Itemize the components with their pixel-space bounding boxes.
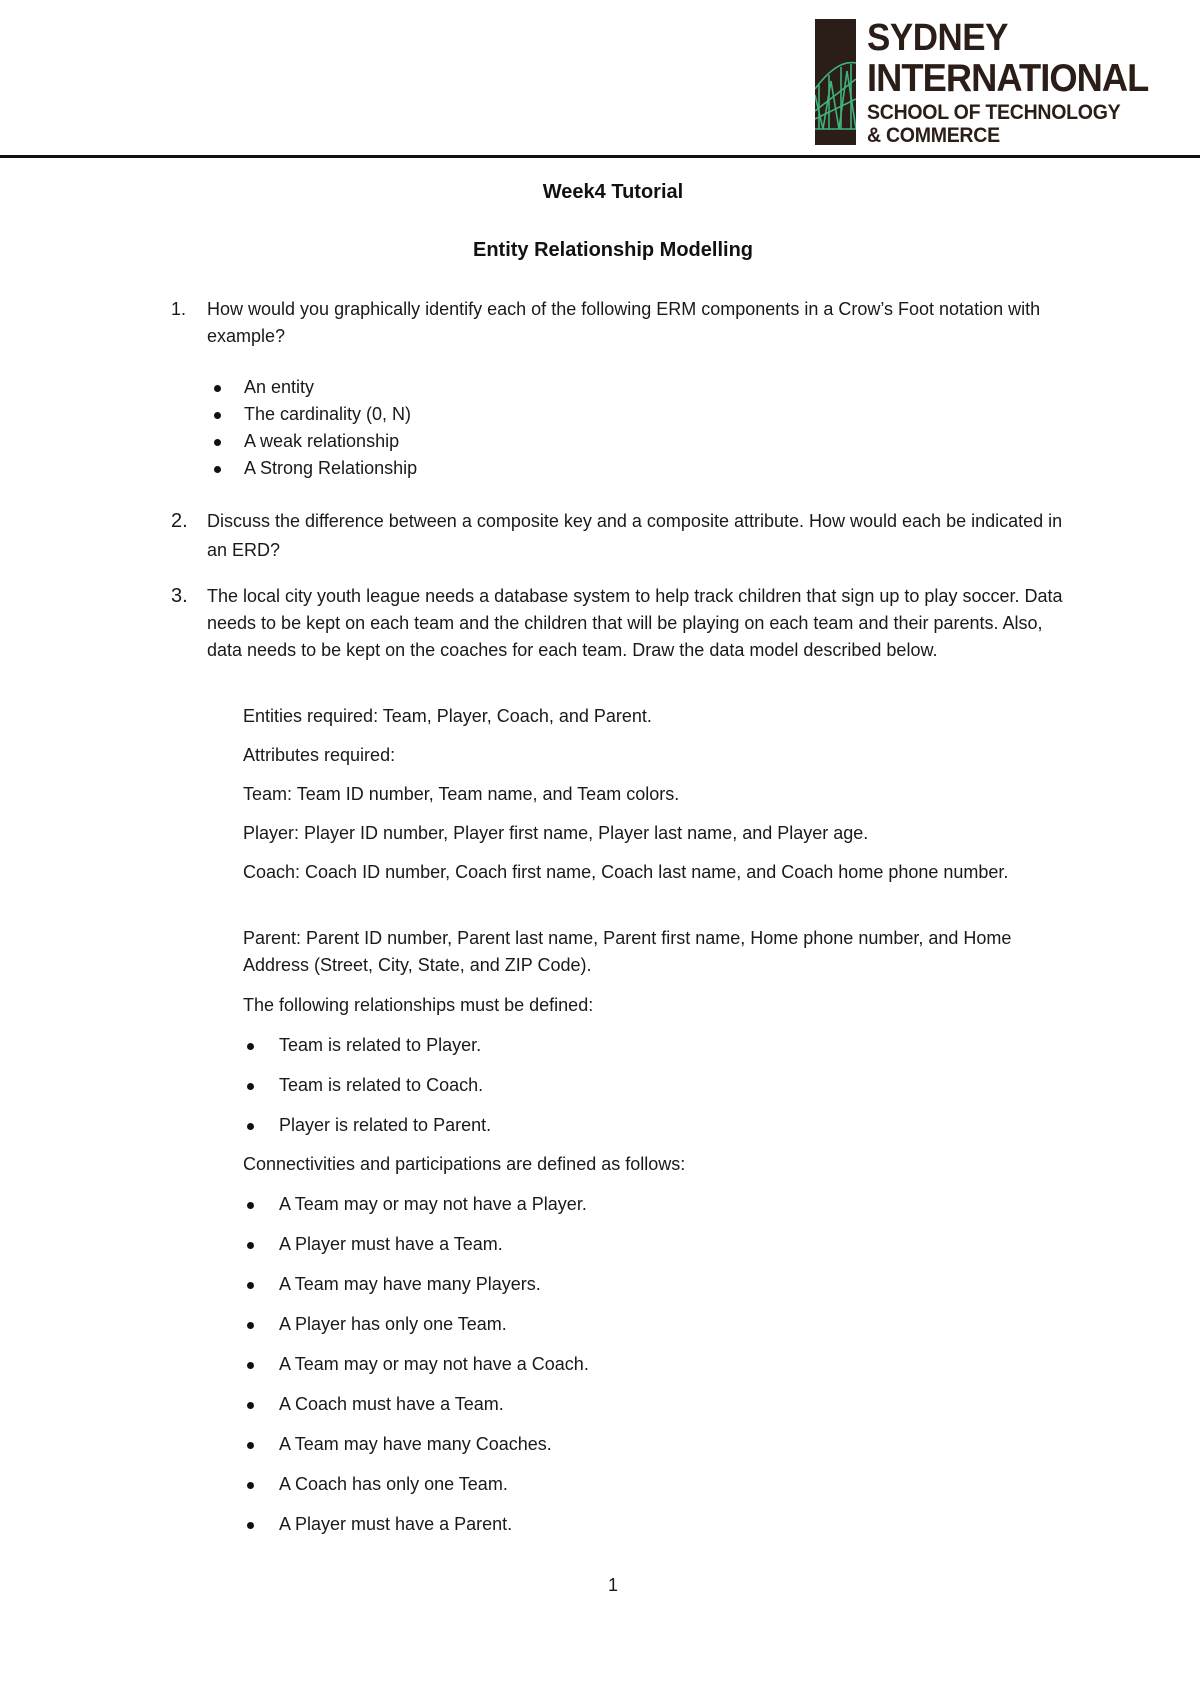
list-item: A Team may have many Players. (245, 1271, 589, 1311)
list-item: Team is related to Player. (245, 1032, 491, 1072)
list-item: A Team may have many Coaches. (245, 1431, 589, 1471)
attributes-heading: Attributes required: (243, 745, 396, 765)
player-attributes: Player: Player ID number, Player first name, Player last name, and Player age. (243, 823, 869, 843)
list-item: Player is related to Parent. (245, 1112, 491, 1152)
list-item: A Coach has only one Team. (245, 1471, 589, 1511)
list-item: The cardinality (0, N) (210, 401, 417, 428)
connectivities-heading: Connectivities and participations are defined as follows: (243, 1154, 686, 1174)
entities-required: Entities required: Team, Player, Coach, and Parent. (243, 706, 652, 726)
logo-line-school: SCHOOL OF TECHNOLOGY (867, 101, 1121, 124)
question-text: Discuss the difference between a composite key and a composite attribute. How would each be indicated in an ERD? (207, 511, 1063, 560)
school-logo (815, 19, 1185, 145)
list-item: A weak relationship (210, 428, 417, 455)
question-number: 1. (171, 299, 187, 319)
list-item: A Coach must have a Team. (245, 1391, 589, 1431)
list-item: A Player has only one Team. (245, 1311, 589, 1351)
parent-attributes: Parent: Parent ID number, Parent last name, Parent first name, Home phone number, and Home Address (Street, City, State, and ZIP Code). (243, 928, 1012, 975)
list-item: A Player must have a Team. (245, 1231, 589, 1271)
coach-attributes: Coach: Coach ID number, Coach first name, Coach last name, and Coach home phone number. (243, 862, 1009, 882)
question-text: How would you graphically identify each of the following ERM components in a Crow’s Foot notation with example? (207, 299, 1041, 346)
logo-wordmark (867, 19, 1170, 146)
connectivities-list (245, 1191, 589, 1551)
logo-line-sydney: SYDNEY (867, 17, 1009, 59)
relationships-list (245, 1032, 491, 1152)
list-item: Team is related to Coach. (245, 1072, 491, 1112)
page-number: 1 (607, 1575, 618, 1595)
logo-line-commerce: & COMMERCE (867, 124, 1000, 147)
relationships-heading: The following relationships must be defined: (243, 995, 594, 1015)
bridge-logo-icon (815, 19, 856, 145)
document-title: Week4 Tutorial (542, 181, 684, 203)
question-text: The local city youth league needs a database system to help track children that sign up to play soccer. Data needs to be kept on each team and the children that will be playing on each team and their parents. Also, data needs to be kept on the coaches for each team. Draw the data model described below. (207, 586, 1063, 660)
document-subtitle: Entity Relationship Modelling (473, 239, 753, 261)
list-item: A Player must have a Parent. (245, 1511, 589, 1551)
list-item: A Team may or may not have a Coach. (245, 1351, 589, 1391)
header-divider (0, 155, 1200, 158)
list-item: An entity (210, 374, 417, 401)
question-number: 3. (171, 585, 188, 607)
team-attributes: Team: Team ID number, Team name, and Team colors. (243, 784, 680, 804)
question-number: 2. (171, 510, 188, 532)
list-item: A Team may or may not have a Player. (245, 1191, 589, 1231)
logo-line-international: INTERNATIONAL (867, 57, 1149, 100)
list-item: A Strong Relationship (210, 455, 417, 482)
question-1-bullet-list (210, 374, 417, 482)
